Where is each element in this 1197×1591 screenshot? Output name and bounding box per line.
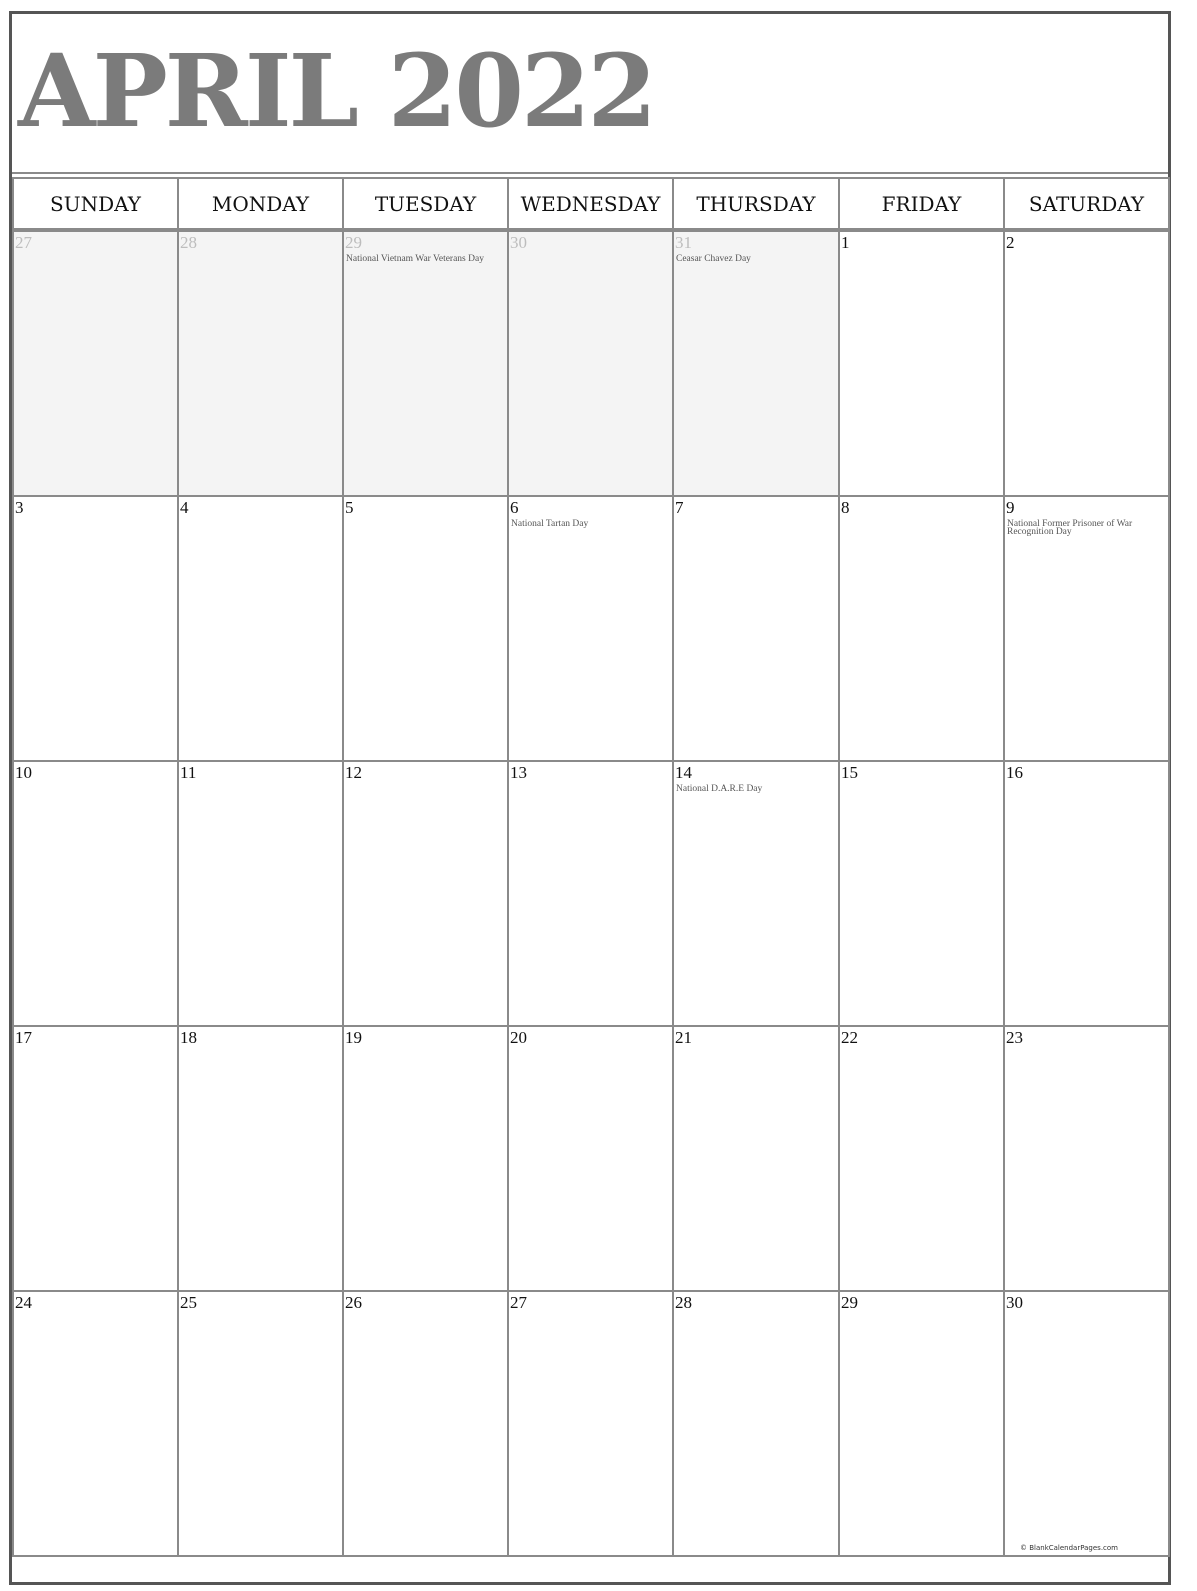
- weekday-header-wednesday: WEDNESDAY: [507, 177, 674, 230]
- calendar-day-cell[interactable]: [672, 1025, 840, 1292]
- calendar-day-cell[interactable]: [177, 495, 344, 762]
- calendar-day-cell[interactable]: [342, 760, 509, 1027]
- day-number: 18: [180, 1028, 197, 1047]
- day-number: 15: [841, 763, 858, 782]
- holiday-label: National Tartan Day: [511, 519, 589, 529]
- day-number: 11: [180, 763, 197, 782]
- holiday-label: National D.A.R.E Day: [676, 784, 763, 794]
- day-number: 10: [15, 763, 32, 782]
- day-number: 17: [15, 1028, 32, 1047]
- day-number: 31: [675, 233, 692, 252]
- calendar-day-cell[interactable]: [838, 1290, 1005, 1557]
- day-number: 2: [1006, 233, 1015, 252]
- day-number: 23: [1006, 1028, 1023, 1047]
- weekday-header-friday: FRIDAY: [838, 177, 1005, 230]
- calendar-day-cell[interactable]: [342, 1025, 509, 1292]
- day-number: 28: [675, 1293, 692, 1312]
- calendar-day-cell[interactable]: [177, 1290, 344, 1557]
- day-number: 21: [675, 1028, 692, 1047]
- weekday-header-monday: MONDAY: [177, 177, 344, 230]
- day-number: 19: [345, 1028, 362, 1047]
- day-number: 16: [1006, 763, 1023, 782]
- day-number: 4: [180, 498, 189, 517]
- day-number: 7: [675, 498, 684, 517]
- calendar-day-cell-other-month[interactable]: [342, 230, 509, 497]
- copyright-footer: © BlankCalendarPages.com: [1020, 1544, 1118, 1552]
- day-number: 8: [841, 498, 850, 517]
- day-number: 6: [510, 498, 519, 517]
- holiday-label: National Former Prisoner of War Recognition Day: [1007, 519, 1133, 537]
- calendar-day-cell[interactable]: [12, 495, 179, 762]
- calendar-day-cell[interactable]: [838, 230, 1005, 497]
- calendar-day-cell-other-month[interactable]: [672, 230, 840, 497]
- weekday-header-thursday: THURSDAY: [672, 177, 840, 230]
- calendar-frame: [9, 11, 1171, 1585]
- day-number: 28: [180, 233, 197, 252]
- title-area: [12, 14, 1168, 174]
- calendar-day-cell[interactable]: [838, 495, 1005, 762]
- calendar-day-cell[interactable]: [507, 760, 674, 1027]
- day-number: 29: [841, 1293, 858, 1312]
- calendar-day-cell[interactable]: [1003, 230, 1170, 497]
- calendar-day-cell[interactable]: [672, 1290, 840, 1557]
- calendar-day-cell[interactable]: [342, 1290, 509, 1557]
- day-number: 26: [345, 1293, 362, 1312]
- calendar-day-cell[interactable]: [342, 495, 509, 762]
- calendar-day-cell[interactable]: [838, 760, 1005, 1027]
- day-number: 20: [510, 1028, 527, 1047]
- holiday-label: National Vietnam War Veterans Day: [346, 254, 484, 264]
- day-number: 14: [675, 763, 692, 782]
- calendar-day-cell[interactable]: [1003, 760, 1170, 1027]
- weekday-header-sunday: SUNDAY: [12, 177, 179, 230]
- calendar-day-cell-other-month[interactable]: [507, 230, 674, 497]
- day-number: 29: [345, 233, 362, 252]
- calendar-day-cell[interactable]: [1003, 1025, 1170, 1292]
- day-number: 27: [15, 233, 32, 252]
- calendar-day-cell[interactable]: [12, 1025, 179, 1292]
- calendar-day-cell[interactable]: [838, 1025, 1005, 1292]
- weekday-header-tuesday: TUESDAY: [342, 177, 509, 230]
- calendar-day-cell-other-month[interactable]: [12, 230, 179, 497]
- day-number: 30: [1006, 1293, 1023, 1312]
- calendar-day-cell[interactable]: [177, 1025, 344, 1292]
- calendar-day-cell[interactable]: [1003, 1290, 1170, 1557]
- weekday-header-saturday: SATURDAY: [1003, 177, 1170, 230]
- day-number: 30: [510, 233, 527, 252]
- calendar-day-cell[interactable]: [177, 760, 344, 1027]
- day-number: 22: [841, 1028, 858, 1047]
- day-number: 27: [510, 1293, 527, 1312]
- calendar-day-cell[interactable]: [12, 760, 179, 1027]
- day-number: 12: [345, 763, 362, 782]
- calendar-day-cell[interactable]: [507, 495, 674, 762]
- calendar-day-cell[interactable]: [672, 760, 840, 1027]
- calendar-day-cell[interactable]: [507, 1025, 674, 1292]
- day-number: 25: [180, 1293, 197, 1312]
- day-number: 1: [841, 233, 850, 252]
- calendar-day-cell[interactable]: [672, 495, 840, 762]
- calendar-day-cell[interactable]: [1003, 495, 1170, 762]
- day-number: 3: [15, 498, 24, 517]
- day-number: 5: [345, 498, 354, 517]
- calendar-day-cell[interactable]: [507, 1290, 674, 1557]
- holiday-label: Ceasar Chavez Day: [676, 254, 751, 264]
- day-number: 13: [510, 763, 527, 782]
- day-number: 24: [15, 1293, 32, 1312]
- calendar-title: APRIL 2022: [18, 32, 655, 150]
- calendar-day-cell-other-month[interactable]: [177, 230, 344, 497]
- day-number: 9: [1006, 498, 1015, 517]
- calendar-day-cell[interactable]: [12, 1290, 179, 1557]
